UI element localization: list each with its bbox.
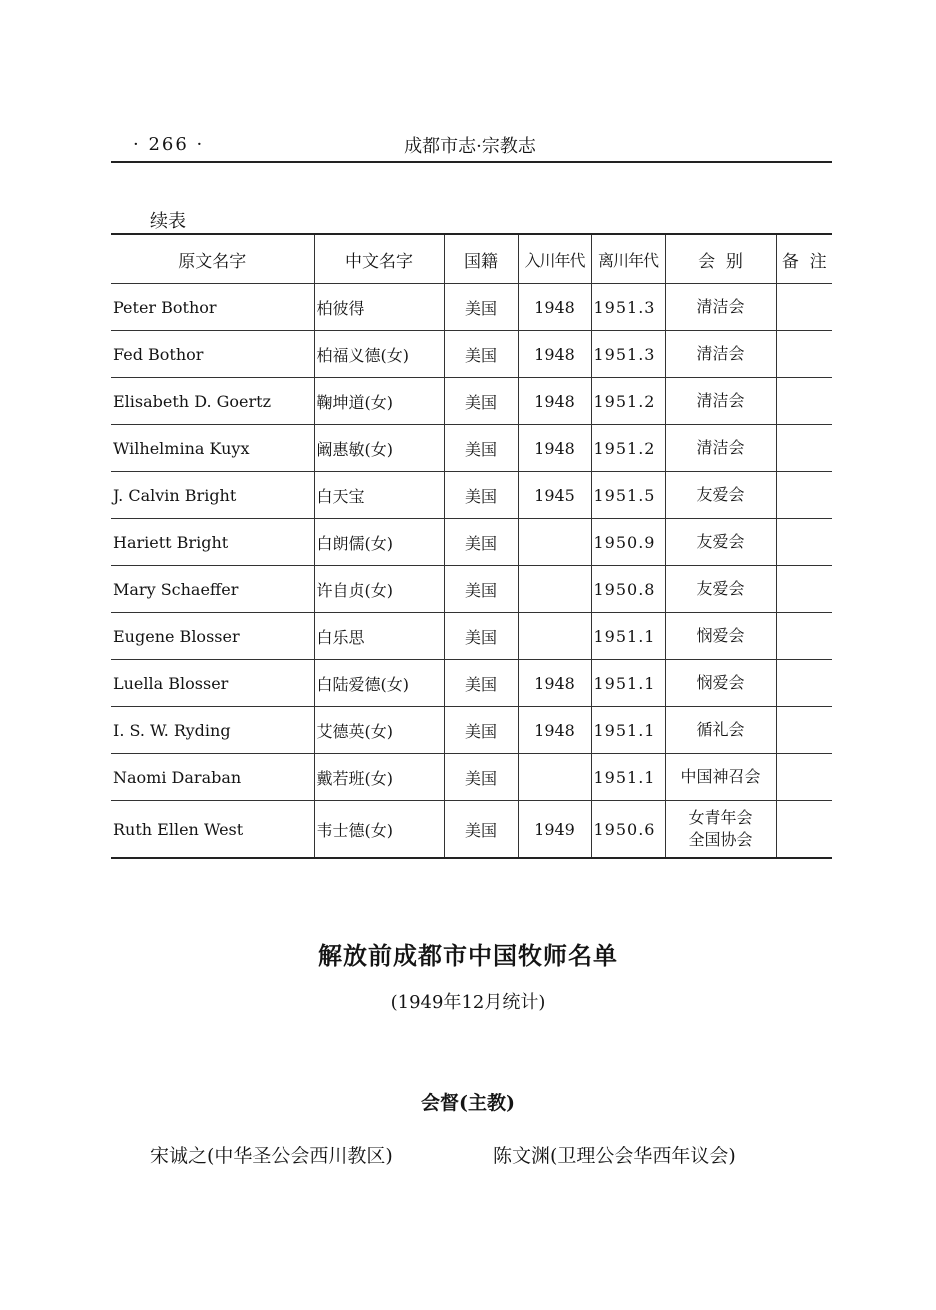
book-title: 成都市志·宗教志 [404, 136, 536, 157]
cell-original-name: Ruth Ellen West [111, 801, 314, 859]
cell-nationality: 美国 [444, 284, 518, 331]
cell-chinese-name: 戴若班(女) [314, 754, 444, 801]
cell-nationality: 美国 [444, 331, 518, 378]
cell-organization [665, 566, 776, 613]
cell-original-name: Peter Bothor [111, 284, 314, 331]
organization-line: 悯爱会 [696, 626, 745, 645]
cell-entered-year: 1948 [518, 378, 591, 425]
cell-organization [665, 519, 776, 566]
organization-line: 清洁会 [696, 344, 745, 363]
table-row [111, 801, 832, 859]
cell-notes [776, 660, 832, 707]
cell-nationality: 美国 [444, 378, 518, 425]
cell-entered-year: 1949 [518, 801, 591, 859]
cell-original-name: Wilhelmina Kuyx [111, 425, 314, 472]
cell-entered-year: 1948 [518, 425, 591, 472]
table-row [111, 519, 832, 566]
cell-organization [665, 613, 776, 660]
table-row [111, 660, 832, 707]
cell-left-year: 1951.1 [591, 754, 665, 801]
table-continued-label: 续表 [150, 211, 186, 232]
organization-line: 中国神召会 [680, 767, 761, 786]
cell-entered-year [518, 754, 591, 801]
cell-entered-year: 1945 [518, 472, 591, 519]
cell-organization [665, 707, 776, 754]
organization-line: 友爱会 [696, 579, 745, 598]
table-row [111, 613, 832, 660]
cell-notes [776, 519, 832, 566]
cell-entered-year [518, 613, 591, 660]
cell-chinese-name: 阚惠敏(女) [314, 425, 444, 472]
cell-organization [665, 331, 776, 378]
page-number: · 266 · [133, 134, 205, 155]
organization-line: 清洁会 [696, 297, 745, 316]
cell-entered-year: 1948 [518, 660, 591, 707]
cell-organization [665, 425, 776, 472]
cell-chinese-name: 鞠坤道(女) [314, 378, 444, 425]
table-header-row [111, 234, 832, 284]
cell-original-name: Eugene Blosser [111, 613, 314, 660]
col-header-nationality: 国籍 [444, 234, 518, 284]
cell-nationality: 美国 [444, 425, 518, 472]
cell-notes [776, 801, 832, 859]
cell-original-name: Luella Blosser [111, 660, 314, 707]
cell-left-year: 1950.8 [591, 566, 665, 613]
cell-nationality: 美国 [444, 472, 518, 519]
cell-original-name: Elisabeth D. Goertz [111, 378, 314, 425]
bishop-heading: 会督(主教) [421, 1092, 515, 1114]
table-row [111, 425, 832, 472]
cell-left-year: 1951.1 [591, 613, 665, 660]
cell-left-year: 1951.3 [591, 331, 665, 378]
table-row [111, 707, 832, 754]
organization-line: 女青年会 [688, 808, 753, 827]
cell-original-name: Hariett Bright [111, 519, 314, 566]
cell-nationality: 美国 [444, 613, 518, 660]
organization-line: 清洁会 [696, 438, 745, 457]
pastor-entry: 陈文渊(卫理公会华西年议会) [493, 1145, 736, 1167]
cell-nationality: 美国 [444, 566, 518, 613]
cell-notes [776, 754, 832, 801]
cell-organization [665, 754, 776, 801]
cell-organization [665, 378, 776, 425]
table-row [111, 284, 832, 331]
pastor-entry: 宋诚之(中华圣公会西川教区) [150, 1145, 393, 1167]
cell-entered-year [518, 566, 591, 613]
table-row [111, 754, 832, 801]
cell-left-year: 1951.3 [591, 284, 665, 331]
cell-left-year: 1951.2 [591, 378, 665, 425]
organization-line: 循礼会 [696, 720, 745, 739]
cell-nationality: 美国 [444, 660, 518, 707]
organization-line: 友爱会 [696, 532, 745, 551]
col-header-entered-sichuan: 入川年代 [518, 234, 591, 284]
cell-nationality: 美国 [444, 801, 518, 859]
organization-line: 全国协会 [688, 830, 753, 849]
organization-line: 悯爱会 [696, 673, 745, 692]
cell-organization [665, 660, 776, 707]
section-subtitle: (1949年12月统计) [390, 992, 546, 1013]
cell-nationality: 美国 [444, 754, 518, 801]
cell-chinese-name: 柏彼得 [314, 284, 444, 331]
cell-notes [776, 284, 832, 331]
cell-notes [776, 472, 832, 519]
cell-notes [776, 707, 832, 754]
cell-nationality: 美国 [444, 519, 518, 566]
cell-original-name: Mary Schaeffer [111, 566, 314, 613]
missionary-table [111, 233, 832, 859]
cell-left-year: 1950.9 [591, 519, 665, 566]
table-row [111, 472, 832, 519]
cell-chinese-name: 韦士德(女) [314, 801, 444, 859]
cell-notes [776, 425, 832, 472]
table-body [111, 284, 832, 859]
col-header-original-name: 原文名字 [111, 234, 314, 284]
cell-chinese-name: 艾德英(女) [314, 707, 444, 754]
cell-entered-year [518, 519, 591, 566]
cell-original-name: J. Calvin Bright [111, 472, 314, 519]
cell-entered-year: 1948 [518, 707, 591, 754]
section-title: 解放前成都市中国牧师名单 [318, 941, 618, 970]
cell-chinese-name: 白乐思 [314, 613, 444, 660]
col-header-left-sichuan: 离川年代 [591, 234, 665, 284]
cell-left-year: 1951.2 [591, 425, 665, 472]
cell-original-name: Fed Bothor [111, 331, 314, 378]
cell-left-year: 1951.1 [591, 660, 665, 707]
cell-nationality: 美国 [444, 707, 518, 754]
table-row [111, 331, 832, 378]
cell-left-year: 1951.5 [591, 472, 665, 519]
cell-chinese-name: 白天宝 [314, 472, 444, 519]
cell-chinese-name: 许自贞(女) [314, 566, 444, 613]
cell-organization [665, 472, 776, 519]
col-header-organization: 会 别 [665, 234, 776, 284]
cell-left-year: 1951.1 [591, 707, 665, 754]
header-rule [111, 161, 832, 163]
cell-chinese-name: 白陆爱德(女) [314, 660, 444, 707]
cell-chinese-name: 白朗儒(女) [314, 519, 444, 566]
cell-original-name: Naomi Daraban [111, 754, 314, 801]
cell-chinese-name: 柏福义德(女) [314, 331, 444, 378]
table-row [111, 566, 832, 613]
organization-line: 清洁会 [696, 391, 745, 410]
cell-notes [776, 613, 832, 660]
table-row [111, 378, 832, 425]
cell-organization [665, 284, 776, 331]
col-header-chinese-name: 中文名字 [314, 234, 444, 284]
organization-line: 友爱会 [696, 485, 745, 504]
cell-organization [665, 801, 776, 859]
cell-notes [776, 331, 832, 378]
col-header-notes: 备 注 [776, 234, 832, 284]
cell-entered-year: 1948 [518, 284, 591, 331]
cell-left-year: 1950.6 [591, 801, 665, 859]
cell-notes [776, 566, 832, 613]
cell-entered-year: 1948 [518, 331, 591, 378]
cell-notes [776, 378, 832, 425]
cell-original-name: I. S. W. Ryding [111, 707, 314, 754]
